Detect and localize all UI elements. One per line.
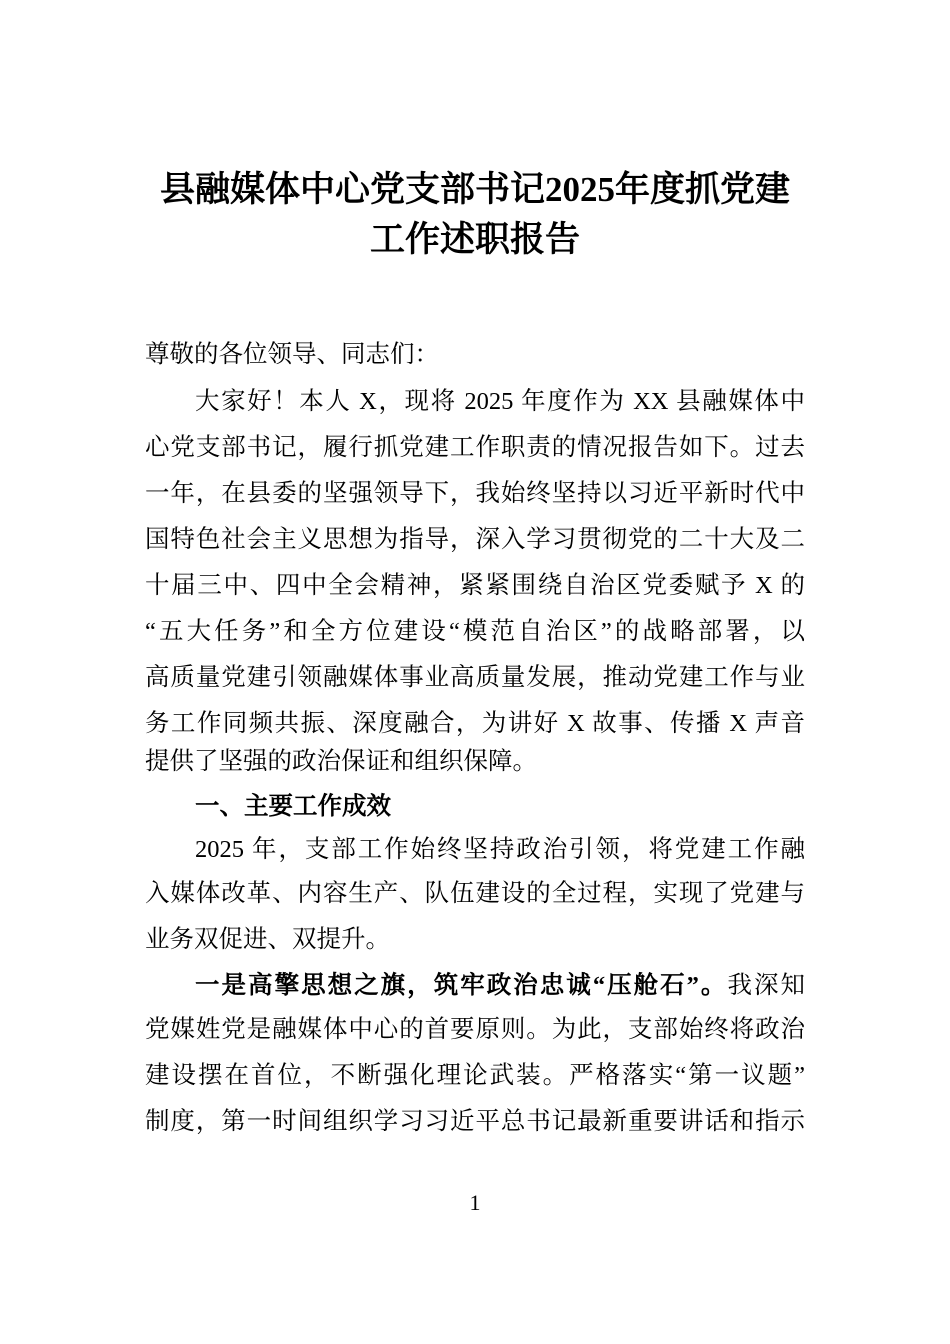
intro-line: 大家好！本人 X，现将 2025 年度作为 XX 县融媒体中	[195, 388, 805, 415]
point1-bold-heading: 一是高擎思想之旗，筑牢政治忠诚“压舱石”。	[195, 972, 728, 999]
intro-line: 一年，在县委的坚强领导下，我始终坚持以习近平新时代中	[145, 480, 805, 507]
intro-line: 提供了坚强的政治保证和组织保障。	[145, 748, 537, 775]
intro-line: 高质量党建引领融媒体事业高质量发展，推动党建工作与业	[145, 664, 805, 691]
page-number: 1	[469, 1190, 481, 1215]
intro-line: 十届三中、四中全会精神，紧紧围绕自治区党委赋予 X 的	[145, 572, 805, 599]
section-para-line: 入媒体改革、内容生产、队伍建设的全过程，实现了党建与	[145, 880, 805, 907]
point1-line: 建设摆在首位，不断强化理论武装。严格落实“第一议题”	[145, 1062, 805, 1089]
point1-line: 制度，第一时间组织学习习近平总书记最新重要讲话和指示	[145, 1108, 805, 1135]
document-title-line-1: 县融媒体中心党支部书记2025年度抓党建	[159, 170, 790, 209]
point1-line: 党媒姓党是融媒体中心的首要原则。为此，支部始终将政治	[145, 1016, 805, 1043]
section-para-line: 2025 年，支部工作始终坚持政治引领，将党建工作融	[195, 836, 805, 863]
section-para-line: 业务双促进、双提升。	[145, 926, 390, 953]
salutation: 尊敬的各位领导、同志们：	[145, 341, 439, 368]
intro-line: 心党支部书记，履行抓党建工作职责的情况报告如下。过去	[145, 434, 805, 461]
point1-text: 我深知	[727, 972, 806, 999]
intro-line: 国特色社会主义思想为指导，深入学习贯彻党的二十大及二	[145, 526, 805, 553]
intro-line: 务工作同频共振、深度融合，为讲好 X 故事、传播 X 声音	[145, 710, 805, 737]
section-heading: 一、主要工作成效	[195, 791, 391, 820]
document-title-line-2: 工作述职报告	[369, 220, 580, 259]
intro-line: “五大任务”和全方位建设“模范自治区”的战略部署，以	[145, 618, 805, 645]
point1-line	[195, 970, 805, 1002]
